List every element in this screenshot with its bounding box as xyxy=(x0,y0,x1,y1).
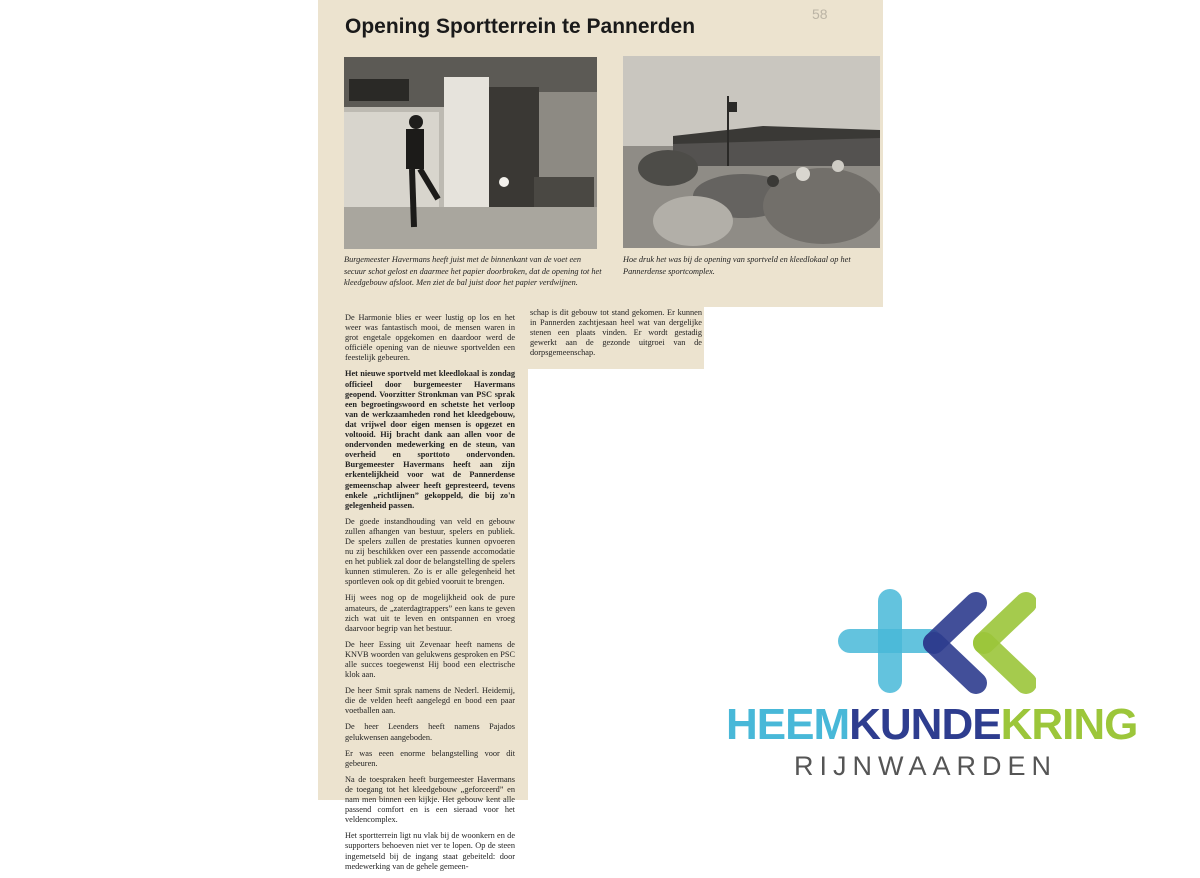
article-paragraph: Het sportterrein ligt nu vlak bij de woonkern en de supporters behoeven niet ver te lopen. Op de steen ingemetseld bij de ingang staat gebeiteld: door medewerking van de gehele gemeen- xyxy=(345,831,515,871)
logo-subtitle: RIJNWAARDEN xyxy=(794,751,1058,781)
photo-caption-left: Burgemeester Havermans heeft juist met de binnenkant van de voet een secuur schot gelost en daarmee het papier doorbroken, dat de opening tot het kleedgebouw afsloot. Men ziet de bal juist door het papier verdwijnen. xyxy=(344,255,602,287)
heemkundekring-logo xyxy=(726,585,1146,785)
heemkundekring-logo-mark-icon xyxy=(836,585,1036,697)
article-paragraph: De heer Essing uit Zevenaar heeft namens de KNVB woorden van gelukwens gesproken en PSC alle succes toegewenst Hij bood een electrische klok aan. xyxy=(345,639,515,680)
logo-wordmark xyxy=(726,700,1138,749)
photo-caption-right: Hoe druk het was bij de opening van sportveld en kleedlokaal op het Pannerdense sportcomplex. xyxy=(623,255,851,276)
logo-wordmark-kunde: KUNDE xyxy=(849,700,1001,749)
photo-crowd-opening xyxy=(623,56,880,248)
article-column-2 xyxy=(530,308,702,364)
article-paragraph: De Harmonie blies er weer lustig op los en het weer was fantastisch mooi, de mensen waren in grot engetale opgekomen en daardoor werd de officiële opening van de nieuwe sportvelden een feestelijk gebeuren. xyxy=(345,313,515,363)
article-title: Opening Sportterrein te Pannerden xyxy=(345,15,696,38)
article-paragraph: De goede instandhouding van veld en gebouw zullen afhangen van bestuur, spelers en publiek. De spelers zullen de prestaties kunnen opvoeren nu zij beschikken over een passende accomodatie en het publiek zal door de belangstelling de spelers kunnen stimuleren. Zo is er alle gelegenheid het sportleven ook op dit gebied vooruit te brengen. xyxy=(345,516,515,587)
photo-soccer-kick xyxy=(344,57,597,249)
article-paragraph: Na de toespraken heeft burgemeester Havermans de toegang tot het kleedgebouw „geforceerd” en nam men binnen een kijkje. Het gebouw kent alle passend comfort en is een sieraad voor het veldencomplex. xyxy=(345,774,515,825)
article-lead-paragraph: Het nieuwe sportveld met kleedlokaal is zondag officieel door burgemeester Havermans geopend. Voorzitter Stronkman van PSC sprak een begroetingswoord en schetste het verloop van de werkzaamheden rond het kleedgebouw, dat vrijwel door eigen mensen is opgezet en voltooid. Hij bracht dank aan allen voor de ondervonden medewerking en de steun, van overheid en sporttoto ondervonden. Burgemeester Havermans heeft aan zijn erkentelijkheid voor wat de Pannerdense gemeenschap alweer heeft gepresteerd, tevens enkele „richtlijnen” gekoppeld, die bij zo'n gelegenheid passen. xyxy=(345,369,515,510)
article-paragraph: De heer Leenders heeft namens Pajados gelukwensen aangeboden. xyxy=(345,722,515,742)
logo-wordmark-kring: KRING xyxy=(1000,700,1138,749)
article-paragraph: Er was eeen enorme belangstelling voor dit gebeuren. xyxy=(345,748,515,768)
article-paragraph: schap is dit gebouw tot stand gekomen. Er kunnen in Pannerden zachtjesaan heel wat van dergelijke stenen een plaats vinden. Er wordt gestadig gewerkt aan de gezonde uitgroei van de dorpsgemeenschap. xyxy=(530,308,702,358)
article-paragraph: De heer Smit sprak namens de Nederl. Heidemij, die de velden heeft aangelegd en bood een paar voetballen aan. xyxy=(345,686,515,716)
page-number: 58 xyxy=(812,6,828,22)
article-column-1 xyxy=(345,313,515,878)
logo-wordmark-heem: HEEM xyxy=(726,700,850,749)
article-paragraph: Hij wees nog op de mogelijkheid ook de pure amateurs, de „zaterdagtrappers” een kans te geven zich wat uit te leven en ontspannen en vroeg daarvoor begrip van het bestuur. xyxy=(345,593,515,633)
